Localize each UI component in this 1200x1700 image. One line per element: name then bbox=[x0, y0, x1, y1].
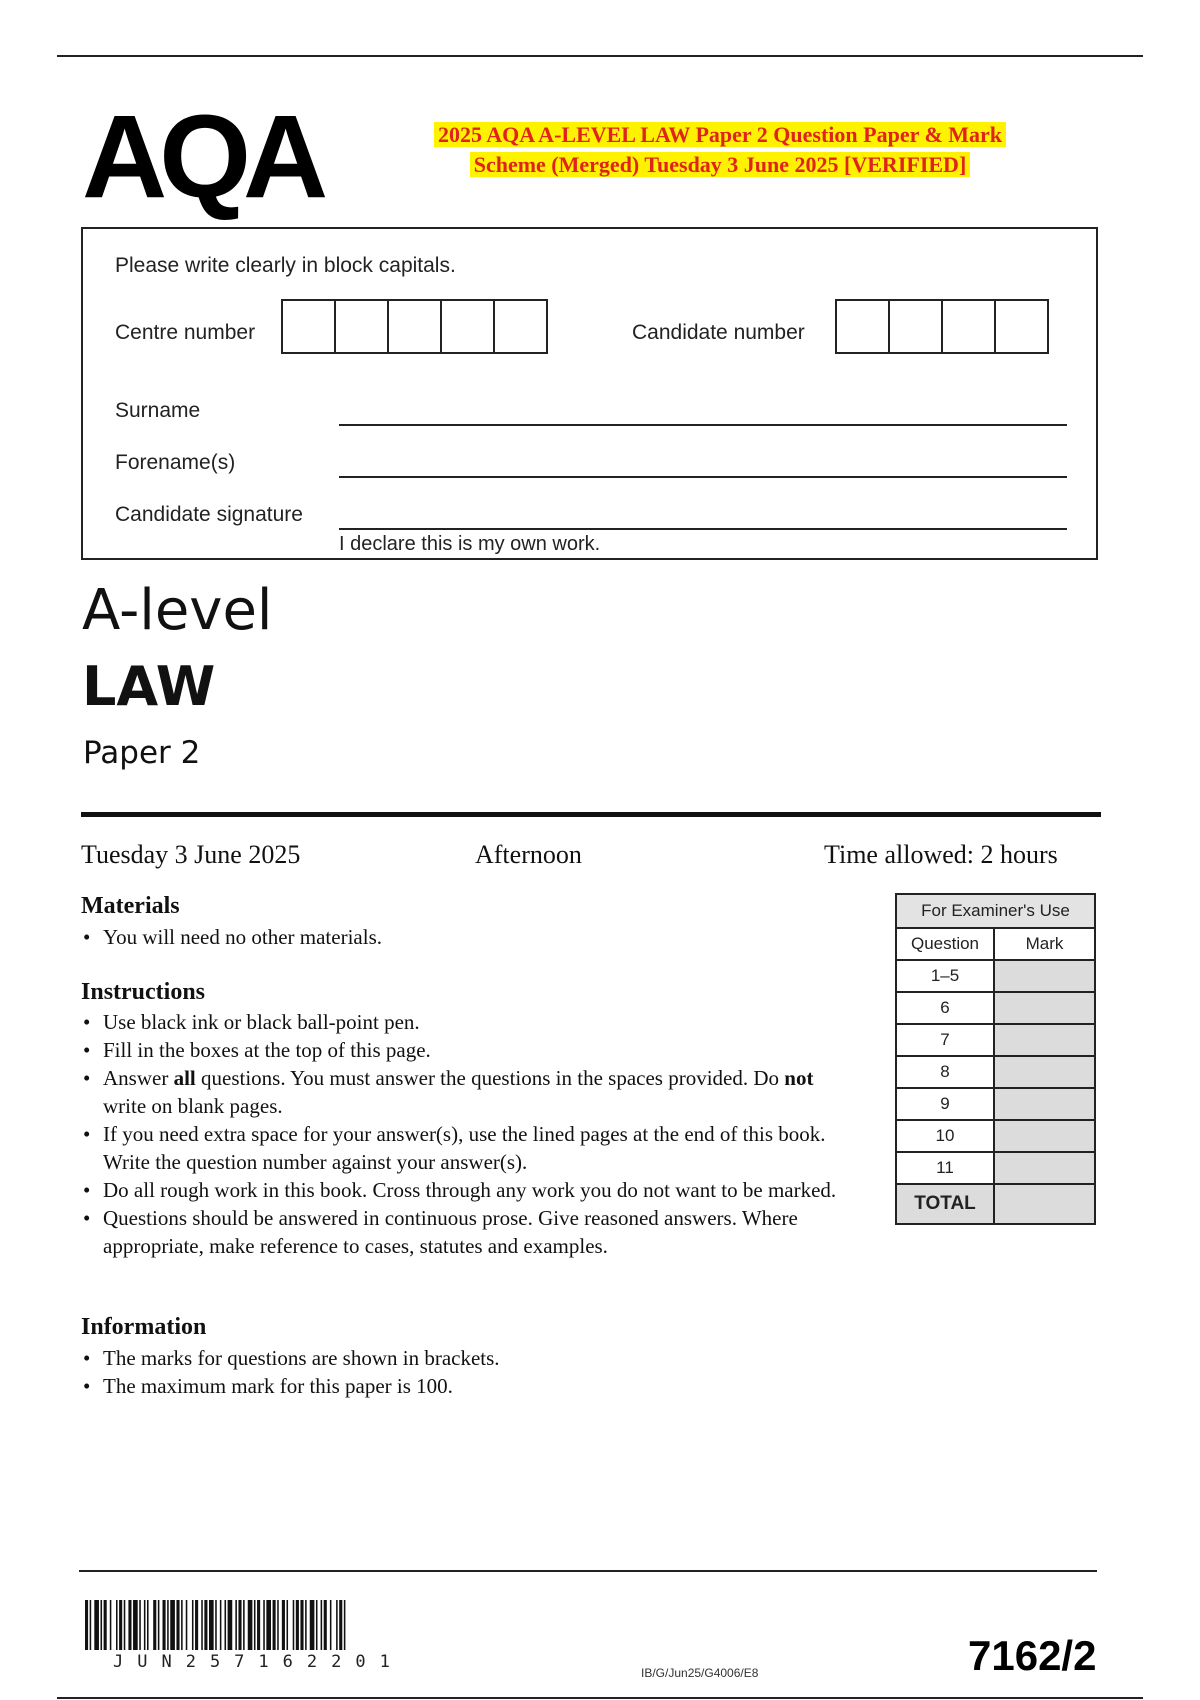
barcode-bar bbox=[163, 1600, 166, 1650]
barcode-bar bbox=[181, 1600, 183, 1650]
barcode-bar bbox=[336, 1600, 338, 1650]
barcode-bar bbox=[310, 1600, 315, 1650]
list-item: • The maximum mark for this paper is 100. bbox=[81, 1372, 841, 1400]
barcode-bar bbox=[204, 1600, 207, 1650]
barcode-bar bbox=[133, 1600, 138, 1650]
instructions-heading: Instructions bbox=[81, 979, 206, 1005]
document-reference: IB/G/Jun25/G4006/E8 bbox=[641, 1666, 759, 1680]
barcode-bar bbox=[330, 1600, 332, 1650]
barcode-bar bbox=[101, 1600, 103, 1650]
centre-digit-box[interactable] bbox=[281, 299, 336, 354]
question-cell: 8 bbox=[896, 1056, 994, 1088]
barcode-bar bbox=[266, 1600, 271, 1650]
table-row bbox=[896, 1024, 1095, 1056]
barcode-bar bbox=[238, 1600, 241, 1650]
barcode-bar bbox=[147, 1600, 149, 1650]
barcode bbox=[85, 1600, 470, 1656]
barcode-bar bbox=[344, 1600, 346, 1650]
barcode-bar bbox=[296, 1600, 299, 1650]
barcode-bar bbox=[248, 1600, 253, 1650]
candidate-number-label: Candidate number bbox=[632, 321, 805, 344]
text-span: questions. You must answer the questions in the spaces provided. Do bbox=[195, 1066, 785, 1090]
list-item: • Fill in the boxes at the top of this page. bbox=[81, 1036, 851, 1064]
table-row bbox=[896, 1152, 1095, 1184]
mark-cell[interactable] bbox=[994, 1024, 1095, 1056]
list-item: • You will need no other materials. bbox=[81, 923, 841, 951]
mark-cell[interactable] bbox=[994, 1120, 1095, 1152]
table-row bbox=[896, 992, 1095, 1024]
banner-line-1: 2025 AQA A-LEVEL LAW Paper 2 Question Paper & Mark bbox=[434, 122, 1006, 147]
list-item bbox=[81, 1064, 851, 1120]
exam-session: Afternoon bbox=[475, 840, 582, 869]
barcode-bar bbox=[282, 1600, 285, 1650]
barcode-bar bbox=[201, 1600, 203, 1650]
signature-label: Candidate signature bbox=[115, 503, 303, 526]
barcode-bar bbox=[144, 1600, 146, 1650]
barcode-bar bbox=[316, 1600, 318, 1650]
candidate-digit-box[interactable] bbox=[994, 299, 1049, 354]
total-mark-cell[interactable] bbox=[994, 1184, 1095, 1224]
barcode-bar bbox=[321, 1600, 323, 1650]
barcode-bar bbox=[186, 1600, 188, 1650]
barcode-number: JUN257162201 bbox=[113, 1652, 404, 1672]
barcode-bar bbox=[228, 1600, 233, 1650]
barcode-bar bbox=[254, 1600, 256, 1650]
list-item: • Do all rough work in this book. Cross through any work you do not want to be marked. bbox=[81, 1176, 851, 1204]
mark-cell[interactable] bbox=[994, 992, 1095, 1024]
table-row bbox=[896, 1056, 1095, 1088]
materials-heading: Materials bbox=[81, 893, 180, 919]
barcode-bar bbox=[305, 1600, 307, 1650]
mark-cell[interactable] bbox=[994, 1152, 1095, 1184]
paper-title: Paper 2 bbox=[83, 735, 201, 771]
centre-digit-box[interactable] bbox=[387, 299, 442, 354]
emphasis-not: not bbox=[784, 1066, 814, 1090]
table-row bbox=[896, 1120, 1095, 1152]
candidate-digit-box[interactable] bbox=[888, 299, 943, 354]
barcode-bar bbox=[257, 1600, 260, 1650]
question-column-header: Question bbox=[896, 928, 994, 960]
candidate-number-boxes[interactable] bbox=[835, 299, 1049, 354]
question-cell: 11 bbox=[896, 1152, 994, 1184]
mark-cell[interactable] bbox=[994, 960, 1095, 992]
table-row bbox=[896, 960, 1095, 992]
signature-line[interactable] bbox=[339, 528, 1067, 530]
barcode-bar bbox=[110, 1600, 112, 1650]
barcode-bar bbox=[90, 1600, 92, 1650]
information-list bbox=[81, 1344, 841, 1400]
barcode-bar bbox=[104, 1600, 107, 1650]
bottom-rule bbox=[57, 1697, 1143, 1699]
list-item: • The marks for questions are shown in brackets. bbox=[81, 1344, 841, 1372]
barcode-bar bbox=[300, 1600, 303, 1650]
barcode-bar bbox=[324, 1600, 327, 1650]
surname-line[interactable] bbox=[339, 424, 1067, 426]
instructions-list bbox=[81, 1008, 851, 1260]
barcode-bar bbox=[119, 1600, 122, 1650]
document-banner bbox=[380, 120, 1060, 180]
barcode-bar bbox=[243, 1600, 245, 1650]
barcode-bar bbox=[85, 1600, 88, 1650]
qualification-level: A-level bbox=[82, 578, 273, 643]
block-capitals-instruction: Please write clearly in block capitals. bbox=[115, 254, 456, 277]
barcode-bar bbox=[209, 1600, 214, 1650]
barcode-bar bbox=[167, 1600, 169, 1650]
barcode-bar bbox=[225, 1600, 227, 1650]
barcode-bar bbox=[94, 1600, 99, 1650]
text-span: Answer bbox=[103, 1066, 174, 1090]
examiner-table-title: For Examiner's Use bbox=[896, 894, 1095, 928]
barcode-bar bbox=[220, 1600, 222, 1650]
centre-digit-box[interactable] bbox=[493, 299, 548, 354]
barcode-bar bbox=[277, 1600, 279, 1650]
list-item: • Questions should be answered in continuous prose. Give reasoned answers. Where appropriate, make reference to cases, statutes and examples. bbox=[81, 1204, 851, 1260]
barcode-bar bbox=[153, 1600, 156, 1650]
centre-digit-box[interactable] bbox=[440, 299, 495, 354]
question-cell: 10 bbox=[896, 1120, 994, 1152]
footer-rule bbox=[79, 1570, 1097, 1572]
barcode-bar bbox=[235, 1600, 237, 1650]
aqa-logo: AQA bbox=[82, 91, 321, 223]
barcode-bar bbox=[116, 1600, 118, 1650]
mark-cell[interactable] bbox=[994, 1056, 1095, 1088]
barcode-bar bbox=[339, 1600, 342, 1650]
question-cell: 7 bbox=[896, 1024, 994, 1056]
title-divider bbox=[81, 812, 1101, 817]
barcode-bar bbox=[192, 1600, 194, 1650]
barcode-bar bbox=[273, 1600, 276, 1650]
centre-number-boxes[interactable] bbox=[281, 299, 548, 354]
candidate-details-box bbox=[81, 227, 1098, 560]
total-label: TOTAL bbox=[896, 1184, 994, 1224]
barcode-bar bbox=[139, 1600, 141, 1650]
barcode-bar bbox=[195, 1600, 198, 1650]
information-heading: Information bbox=[81, 1314, 207, 1340]
question-cell: 6 bbox=[896, 992, 994, 1024]
barcode-bar bbox=[176, 1600, 179, 1650]
mark-column-header: Mark bbox=[994, 928, 1095, 960]
barcode-bar bbox=[293, 1600, 295, 1650]
table-row bbox=[896, 1184, 1095, 1224]
candidate-digit-box[interactable] bbox=[835, 299, 890, 354]
exam-date: Tuesday 3 June 2025 bbox=[81, 840, 301, 869]
declaration-text: I declare this is my own work. bbox=[339, 533, 601, 555]
barcode-bar bbox=[158, 1600, 160, 1650]
text-span: write on blank pages. bbox=[103, 1094, 283, 1118]
subject-title: LAW bbox=[82, 655, 216, 718]
centre-digit-box[interactable] bbox=[334, 299, 389, 354]
table-row bbox=[896, 1088, 1095, 1120]
surname-label: Surname bbox=[115, 399, 201, 422]
forenames-line[interactable] bbox=[339, 476, 1067, 478]
emphasis-all: all bbox=[173, 1066, 196, 1090]
paper-code: 7162/2 bbox=[968, 1632, 1097, 1679]
barcode-bar bbox=[263, 1600, 265, 1650]
barcode-bar bbox=[215, 1600, 217, 1650]
mark-cell[interactable] bbox=[994, 1088, 1095, 1120]
question-cell: 9 bbox=[896, 1088, 994, 1120]
banner-line-2: Scheme (Merged) Tuesday 3 June 2025 [VERIFIED] bbox=[470, 152, 971, 177]
candidate-digit-box[interactable] bbox=[941, 299, 996, 354]
barcode-bar bbox=[128, 1600, 131, 1650]
materials-list bbox=[81, 923, 841, 951]
time-allowed: Time allowed: 2 hours bbox=[824, 840, 1058, 869]
top-rule bbox=[57, 55, 1143, 57]
centre-number-label: Centre number bbox=[115, 321, 256, 344]
list-item: • If you need extra space for your answer(s), use the lined pages at the end of this book. Write the question number against your answer(s). bbox=[81, 1120, 851, 1176]
question-cell: 1–5 bbox=[896, 960, 994, 992]
barcode-bar bbox=[287, 1600, 289, 1650]
list-item: • Use black ink or black ball-point pen. bbox=[81, 1008, 851, 1036]
barcode-bar bbox=[124, 1600, 126, 1650]
barcode-bar bbox=[170, 1600, 175, 1650]
forenames-label: Forename(s) bbox=[115, 451, 236, 474]
examiner-use-table bbox=[895, 893, 1096, 1225]
